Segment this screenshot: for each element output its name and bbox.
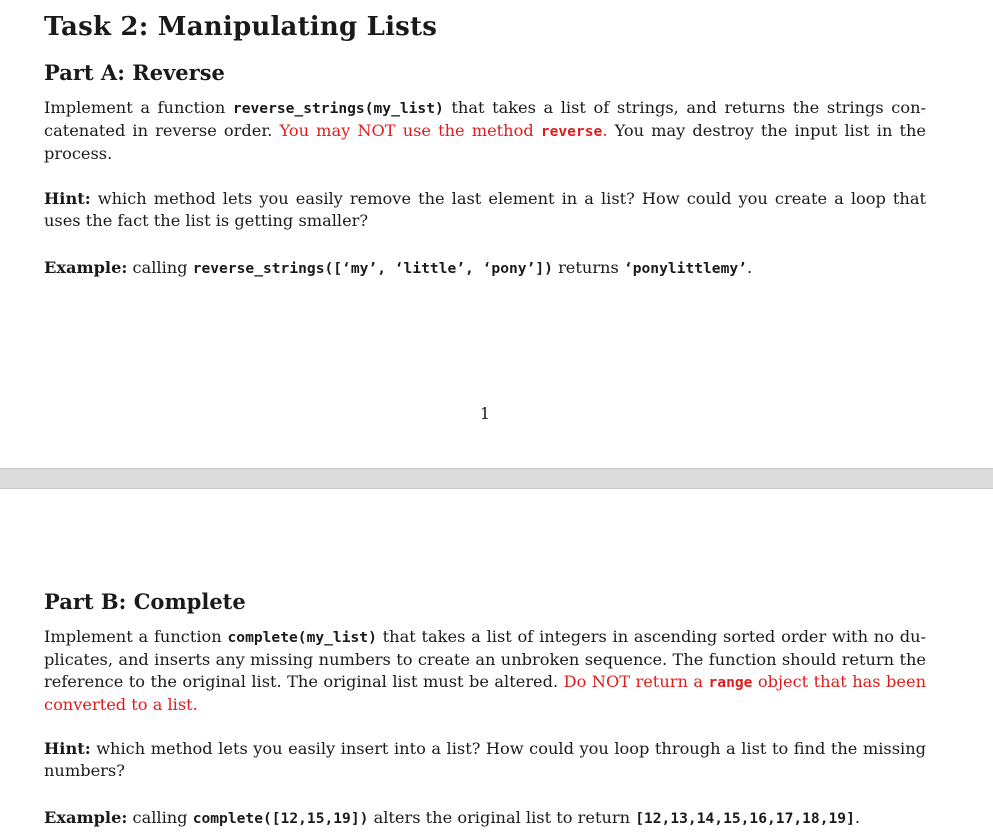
part-a-function-name: reverse_strings(my_list) (232, 100, 444, 117)
part-b-example-text-2: alters the original list to return (368, 808, 636, 827)
part-b-hint (44, 738, 926, 782)
part-a-example-label: Example: (44, 258, 128, 277)
page-number: 1 (479, 404, 491, 423)
part-b-example-result: [12,13,14,15,16,17,18,19] (635, 810, 855, 827)
part-a-desc-text-3: You may destroy the input list in the process. (44, 121, 926, 163)
task-title: Task 2: Manipulating Lists (44, 12, 438, 42)
part-a-desc-text-2: that takes a list of strings, and returns the strings concatenated in reverse order. (44, 98, 926, 140)
part-a-restriction-text-1: You may NOT use the method (279, 121, 541, 140)
part-a-hint (44, 188, 926, 232)
part-b-example (44, 807, 926, 830)
part-a-description (44, 97, 926, 165)
part-b-restriction-text-2: object that has been converted to a list. (44, 672, 926, 714)
part-b-example-code: complete([12,15,19]) (192, 810, 369, 827)
part-b-example-label: Example: (44, 808, 128, 827)
part-b-heading: Part B: Complete (44, 589, 246, 614)
part-a-restriction-code: reverse (540, 123, 603, 140)
page-separator (0, 468, 993, 489)
part-a-heading: Part A: Reverse (44, 60, 225, 85)
part-a-example-code: reverse_strings([‘my’, ‘little’, ‘pony’]) (192, 260, 553, 277)
part-b-description (44, 626, 926, 716)
part-a-example-result: ‘ponylittlemy’ (623, 260, 747, 277)
part-a-restriction (280, 121, 608, 140)
part-a-hint-text: which method lets you easily remove the last element in a list? How could you create a loop that uses the fact the list is getting smaller? (44, 189, 926, 230)
part-a-example-text-1: calling (127, 258, 193, 277)
part-b-function-name: complete(my_list) (227, 629, 377, 646)
part-b-example-text-3: . (854, 808, 861, 827)
part-a-desc-text-1: Implement a function (44, 98, 233, 117)
part-a-example (44, 257, 926, 280)
part-b-restriction-text-1: Do NOT return a (563, 672, 709, 691)
part-b-restriction-code: range (708, 674, 753, 691)
part-b-hint-text: which method lets you easily insert into a list? How could you loop through a list to find the missing numbers? (44, 739, 926, 780)
part-b-desc-text-2: that takes a list of integers in ascending sorted order with no duplicates, and inserts any missing numbers to create an unbroken sequence. The function should return the reference to the original list. The original list must be altered. (44, 627, 927, 691)
part-b-hint-label: Hint: (44, 739, 91, 758)
part-a-restriction-text-2: . (602, 121, 608, 140)
part-b-example-text-1: calling (127, 808, 193, 827)
part-b-desc-text-1: Implement a function (44, 627, 228, 646)
part-a-hint-label: Hint: (44, 189, 91, 208)
document-page-2 (0, 489, 993, 838)
part-a-example-text-2: returns (552, 258, 624, 277)
part-a-example-text-3: . (746, 258, 753, 277)
